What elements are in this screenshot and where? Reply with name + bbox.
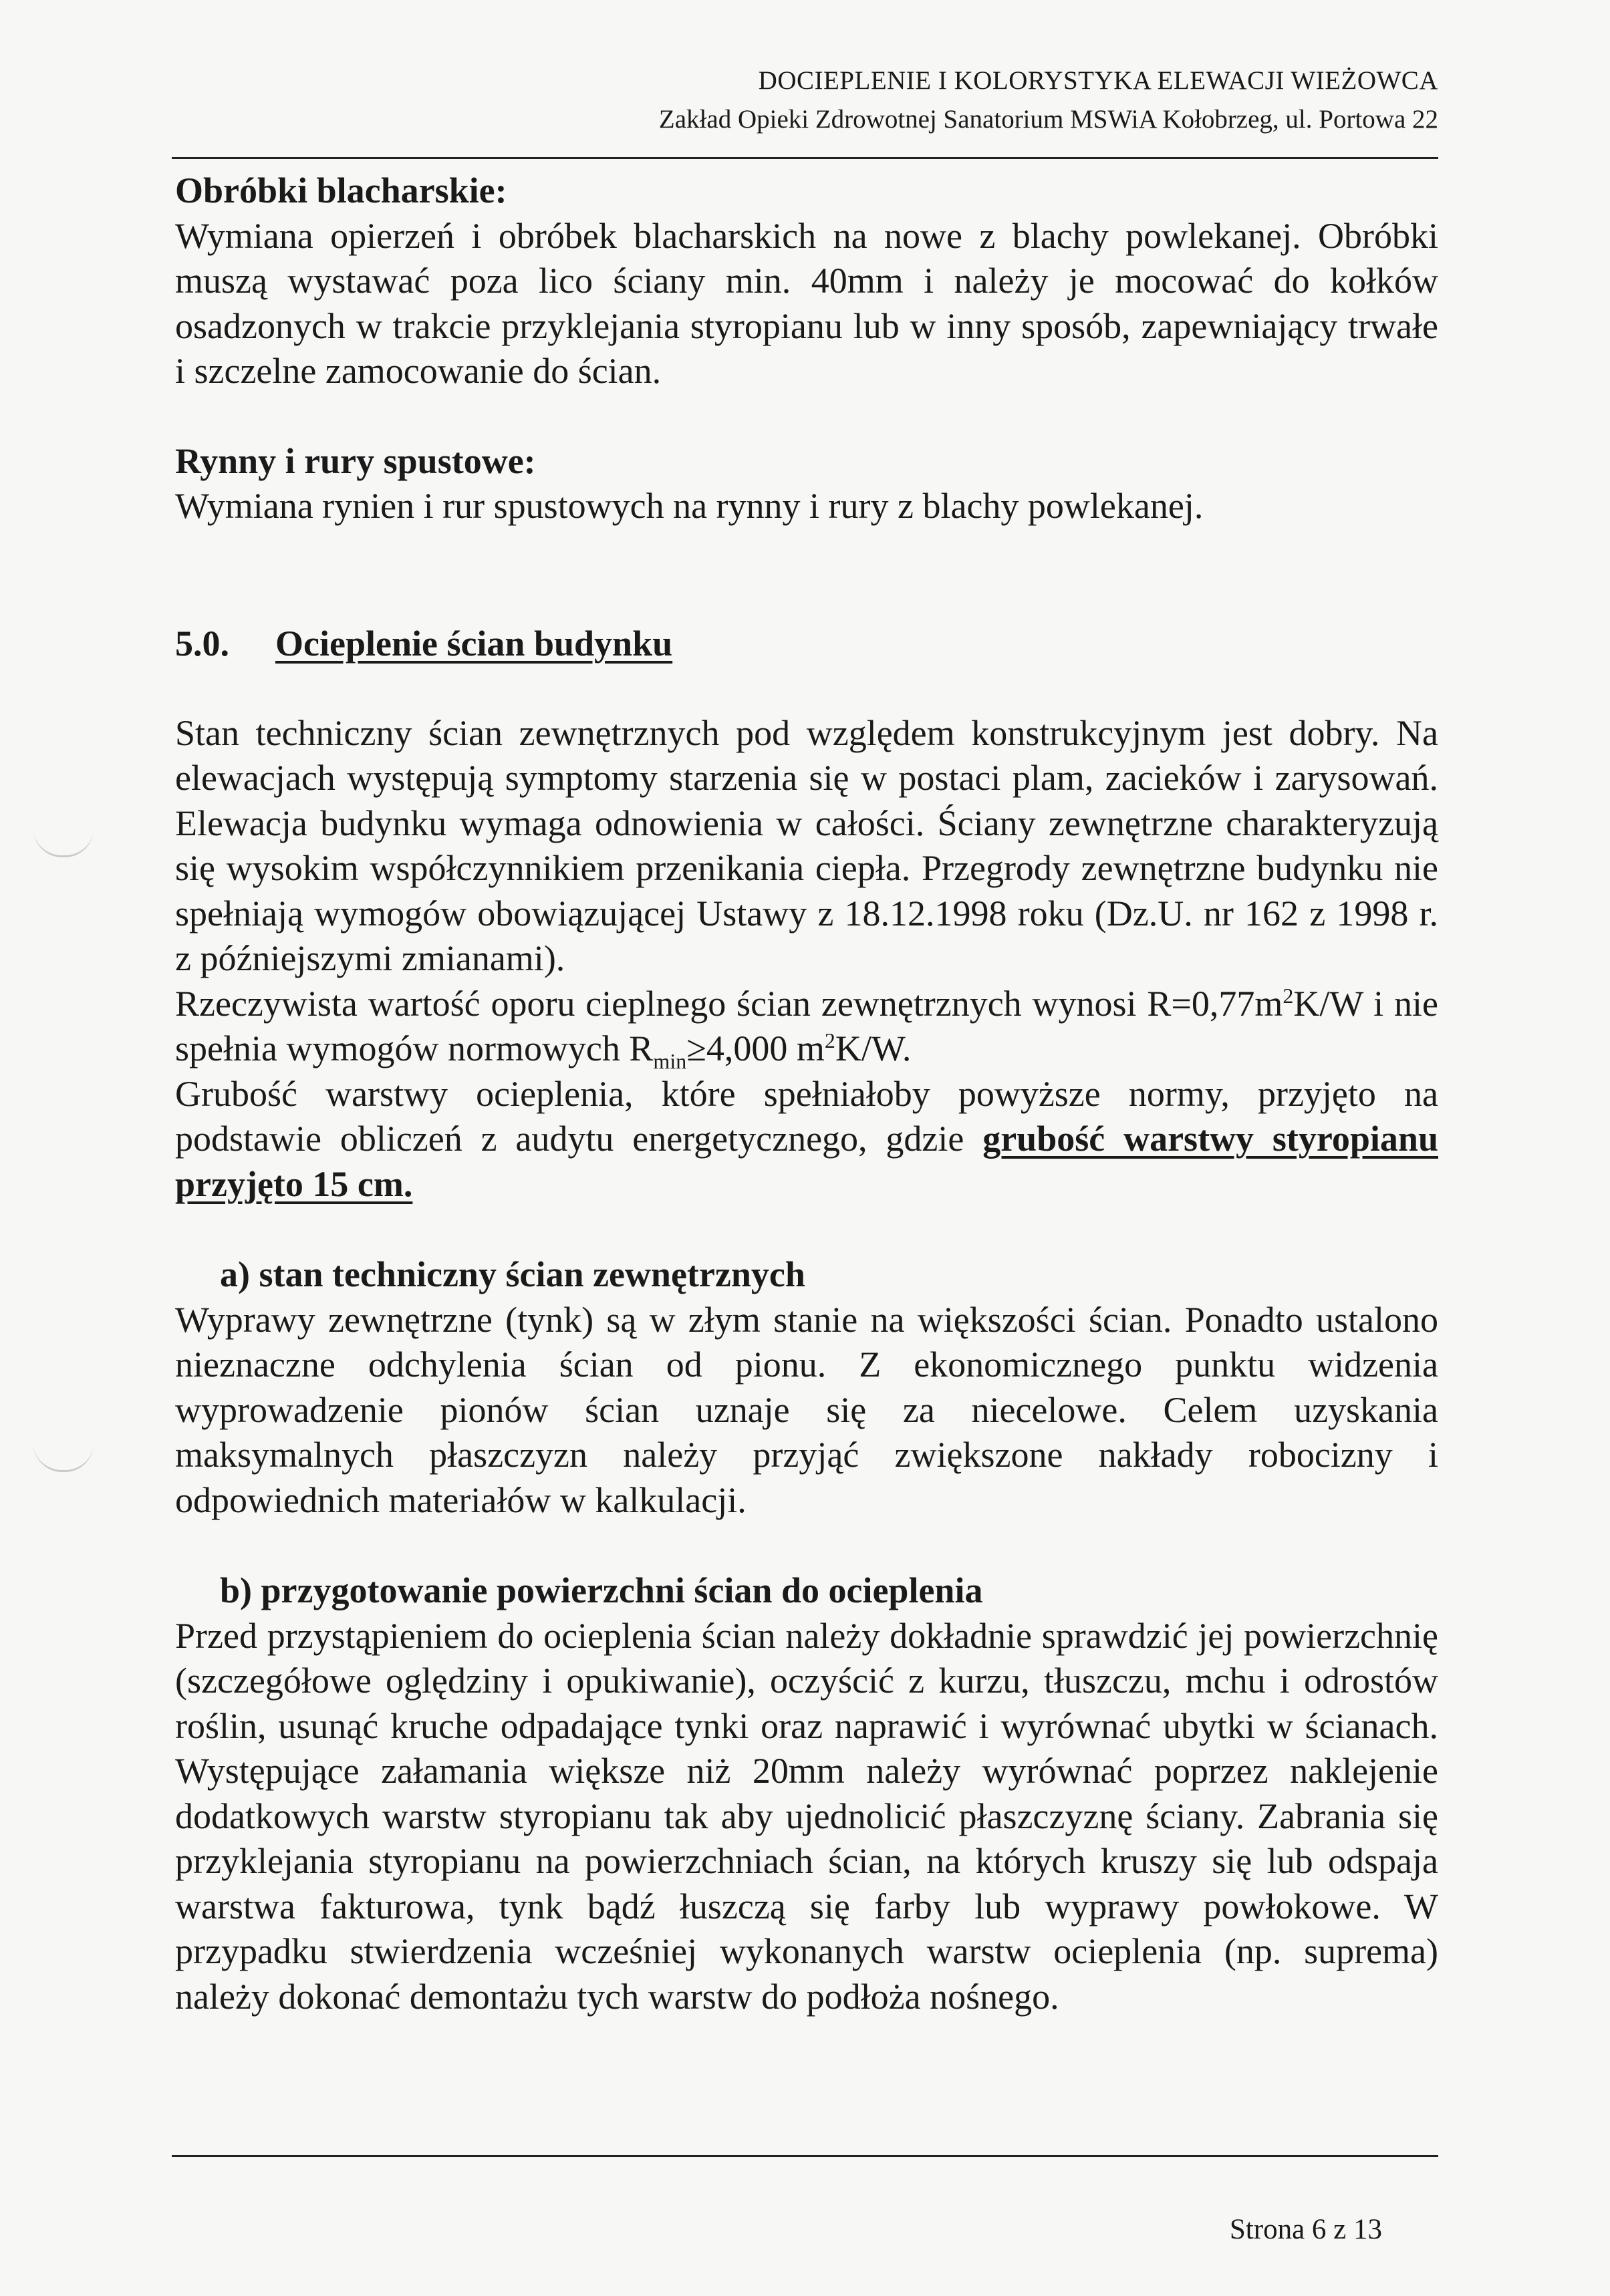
header-title: DOCIEPLENIE I KOLORYSTYKA ELEWACJI WIEŻOWCA bbox=[758, 66, 1438, 95]
section-paragraph-2: Rzeczywista wartość oporu cieplnego ścian zewnętrznych wynosi $R=0,77m^2K/W$ i nie spełnia wymogów normowych $R_{min}\ge 4,000$ $m^2K/W$. bbox=[175, 983, 1438, 1073]
header-rule bbox=[172, 157, 1438, 159]
insulation-thickness-note: grubość warstwy styropianu przyjęto 15 cm. bbox=[175, 1119, 1438, 1204]
subsection-a-paragraph: Wyprawy zewnętrzne (tynk) są w złym stanie na większości ścian. Ponadto ustalono nieznaczne odchylenia ścian od pionu. Z ekonomicznego punktu widzenia wyprowadzenie pionów ścian uznaje się za niecelowe. Celem uzyskania maksymalnych płaszczyzn należy przyjąć zwiększone nakłady robocizny i odpowiednich materiałów w kalkulacji. bbox=[175, 1299, 1438, 1520]
document-body bbox=[175, 168, 1438, 2019]
page-number: Strona 6 z 13 bbox=[1229, 2214, 1382, 2245]
header-subtitle: Zakład Opieki Zdrowotnej Sanatorium MSWiA Kołobrzeg, ul. Portowa 22 bbox=[658, 105, 1438, 134]
binder-hole-mark bbox=[33, 1443, 94, 1472]
section-paragraph-3: Grubość warstwy ocieplenia, które spełniałoby powyższe normy, przyjęto na podstawie obliczeń z audytu energetycznego, gdzie grubość warstwy styropianu przyjęto 15 cm. bbox=[175, 1073, 1438, 1204]
page-header bbox=[659, 61, 1438, 139]
section-paragraph-1: Stan techniczny ścian zewnętrznych pod względem konstrukcyjnym jest dobry. Na elewacjach występują symptomy starzenia się w postaci plam, zacieków i zarysowań. Elewacja budynku wymaga odnowienia w całości. Ściany zewnętrzne charakteryzują się wysokim współczynnikiem przenikania ciepła. Przegrody zewnętrzne budynku nie spełniają wymogów obowiązującej Ustawy z 18.12.1998 roku (Dz.U. nr 162 z 1998 r. z późniejszymi zmianami). bbox=[175, 712, 1438, 978]
binder-hole-mark bbox=[33, 829, 94, 857]
obrobki-paragraph: Wymiana opierzeń i obróbek blacharskich na nowe z blachy powlekanej. Obróbki muszą wystawać poza lico ściany min. 40mm i należy je mocować do kołków osadzonych w trakcie przyklejania styropianu lub w inny sposób, zapewniający trwałe i szczelne zamocowanie do ścian. bbox=[175, 215, 1438, 391]
section-title: Ocieplenie ścian budynku bbox=[275, 623, 673, 664]
section-number: 5.0. bbox=[175, 623, 229, 664]
subsection-a-heading: a) stan techniczny ścian zewnętrznych bbox=[220, 1254, 805, 1294]
footer-rule bbox=[172, 2155, 1438, 2157]
obrobki-heading: Obróbki blacharskie: bbox=[175, 170, 507, 210]
rynny-paragraph: Wymiana rynien i rur spustowych na rynny i rury z blachy powlekanej. bbox=[175, 486, 1204, 526]
subsection-b-paragraph: Przed przystąpieniem do ocieplenia ścian należy dokładnie sprawdzić jej powierzchnię (szczegółowe oględziny i opukiwanie), oczyścić z kurzu, tłuszczu, mchu i odrostów roślin, usunąć kruche odpadające tynki oraz naprawić i wyrównać ubytki w ścianach. Występujące załamania większe niż 20mm należy wyrównać poprzez naklejenie dodatkowych warstw styropianu tak aby ujednolicić płaszczyznę ściany. Zabrania się przyklejania styropianu na powierzchniach ścian, na których kruszy się lub odspaja warstwa fakturowa, tynk bądź łuszczą się farby lub wyprawy powłokowe. W przypadku stwierdzenia wcześniej wykonanych warstw ocieplenia (np. suprema) należy dokonać demontażu tych warstw do podłoża nośnego. bbox=[175, 1615, 1438, 2017]
section-heading bbox=[175, 621, 1438, 666]
subsection-b-heading: b) przygotowanie powierzchni ścian do ocieplenia bbox=[220, 1570, 983, 1610]
rynny-heading: Rynny i rury spustowe: bbox=[175, 440, 536, 481]
